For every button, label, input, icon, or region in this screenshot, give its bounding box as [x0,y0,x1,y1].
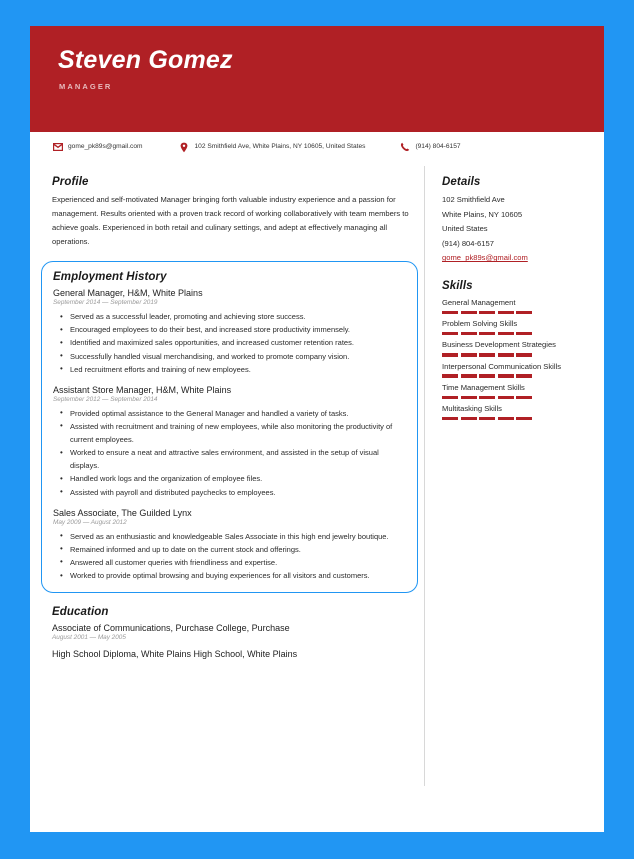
employment-history-section[interactable] [41,261,418,593]
skill-level-segment [461,332,477,336]
skill-level-segment [479,417,495,421]
map-pin-icon [179,142,190,153]
skill-level-segment [516,396,532,400]
skill-level-segment [498,332,514,336]
skill-level-segment [442,374,458,378]
skill-level-segment [479,311,495,315]
contact-item-phone[interactable] [399,142,460,153]
skill-level-segment [479,353,495,357]
employment-section-title: Employment History [53,271,167,284]
skill-level-segment [479,332,495,336]
employment-entry [53,385,406,499]
skills-section [442,280,582,421]
skill-name: Business Development Strategies [442,340,556,350]
job-date-range: May 2009 — August 2012 [53,518,127,526]
skill-level-segment [516,353,532,357]
skill-item [442,382,582,399]
job-bullet: • Worked to ensure a neat and attractive sales environment, and assisted in the setup of visual displays. [70,446,406,472]
resume-header [30,26,604,132]
education-entry [52,623,410,641]
job-bullet: • Handled work logs and the organization of employee files. [70,472,406,485]
envelope-icon [52,142,63,153]
skill-level-segment [461,396,477,400]
skill-item [442,403,582,420]
skill-level-segment [516,374,532,378]
skill-level-segment [461,353,477,357]
detail-email-link[interactable]: gome_pk89s@gmail.com [442,253,528,263]
job-bullet: • Assisted with payroll and distributed paychecks to employees. [70,486,406,499]
contact-phone-text: (914) 804-6157 [415,142,461,150]
page-title: Steven Gomez [58,46,233,74]
skill-level-segment [442,332,458,336]
job-bullet-list [53,530,406,583]
education-title: Associate of Communications, Purchase College, Purchase [52,623,290,634]
contact-address-text: 102 Smithfield Ave, White Plains, NY 10605, United States [194,142,366,150]
contact-item-address [179,142,366,153]
skill-level-segment [516,417,532,421]
phone-icon [399,142,410,153]
skill-name: Multitasking Skills [442,404,502,414]
skill-name: Problem Solving Skills [442,319,518,329]
job-bullet: • Worked to provide optimal browsing and buying experiences for all visitors and customers. [70,569,406,582]
skill-level-segment [479,374,495,378]
skill-level-segment [516,311,532,315]
job-bullet: • Provided optimal assistance to the General Manager and handled a variety of tasks. [70,407,406,420]
contact-bar [30,132,604,162]
skill-level-segment [498,353,514,357]
skill-level-segment [498,417,514,421]
skill-level-bar [442,332,582,336]
job-title: Sales Associate, The Guilded Lynx [53,507,192,518]
skill-level-segment [442,417,458,421]
education-entry [52,649,410,659]
skill-level-bar [442,353,582,357]
contact-item-email[interactable] [52,142,143,153]
profile-section-title: Profile [52,176,89,188]
skill-level-segment [498,311,514,315]
job-bullet: • Assisted with recruitment and training of new employees, while also monitoring the productivity of current employees. [70,420,406,446]
skill-level-bar [442,311,582,315]
skill-name: Interpersonal Communication Skills [442,361,562,371]
job-date-range: September 2012 — September 2014 [53,395,158,403]
profile-text: Experienced and self-motivated Manager bringing forth valuable industry experience and a passion for management. Results oriented with a proven track record of working collaboratively with team members to achieve goals. Experienced in both retail and culinary settings, and adept at effectively managing all operations. [52,195,409,247]
skill-level-segment [442,311,458,315]
contact-email-text: gome_pk89s@gmail.com [68,142,143,150]
job-title-subtitle: MANAGER [59,82,113,91]
skill-level-segment [498,396,514,400]
detail-address-street: 102 Smithfield Ave [442,195,505,204]
skill-level-segment [442,396,458,400]
skills-section-title: Skills [442,279,473,292]
detail-address-country: United States [442,224,488,234]
job-bullet: • Served as an enthusiastic and knowledgeable Sales Associate in this high end jewelry boutique. [70,530,406,543]
detail-phone: (914) 804-6157 [442,238,494,248]
skill-name: Time Management Skills [442,382,525,392]
skill-level-segment [461,417,477,421]
job-bullet: • Led recruitment efforts and training of new employees. [70,363,406,376]
resume-page [30,26,604,832]
job-title: Assistant Store Manager, H&M, White Plains [53,384,232,395]
education-title: High School Diploma, White Plains High School, White Plains [52,649,298,660]
detail-address-city: White Plains, NY 10605 [442,209,523,219]
job-bullet: • Successfully handled visual merchandising, and worked to promote company vision. [70,350,406,363]
education-section [52,606,410,659]
skill-level-bar [442,417,582,421]
employment-entry [53,508,406,583]
job-bullet-list [53,310,406,376]
skill-level-segment [461,311,477,315]
skill-level-segment [498,374,514,378]
skill-item [442,297,582,314]
details-section-title: Details [442,176,481,188]
job-title: General Manager, H&M, White Plains [53,288,203,299]
employment-entry [53,288,406,376]
education-section-title: Education [52,606,109,619]
skill-level-bar [442,374,582,378]
job-bullet: • Encouraged employees to do their best, and increased store productivity immensely. [70,323,406,336]
main-column [52,162,424,786]
skill-item [442,339,582,356]
sidebar-column [425,162,582,786]
skill-level-segment [516,332,532,336]
skill-level-segment [479,396,495,400]
education-date-range: August 2001 — May 2005 [52,634,126,642]
job-bullet: • Answered all customer queries with friendliness and expertise. [70,556,406,569]
job-date-range: September 2014 — September 2019 [53,299,158,307]
skill-item [442,318,582,335]
skill-level-segment [461,374,477,378]
job-bullet: • Served as a successful leader, promoting and achieving store success. [70,310,406,323]
job-bullet-list [53,407,406,499]
profile-section [52,162,410,249]
job-bullet: • Identified and maximized sales opportunities, and increased customer retention rates. [70,336,406,349]
resume-body [30,162,604,786]
skill-level-bar [442,396,582,400]
skill-item [442,361,582,378]
skill-name: General Management [442,297,516,307]
skill-level-segment [442,353,458,357]
details-section [442,162,582,266]
job-bullet: • Remained informed and up to date on the current stock and offerings. [70,543,406,556]
